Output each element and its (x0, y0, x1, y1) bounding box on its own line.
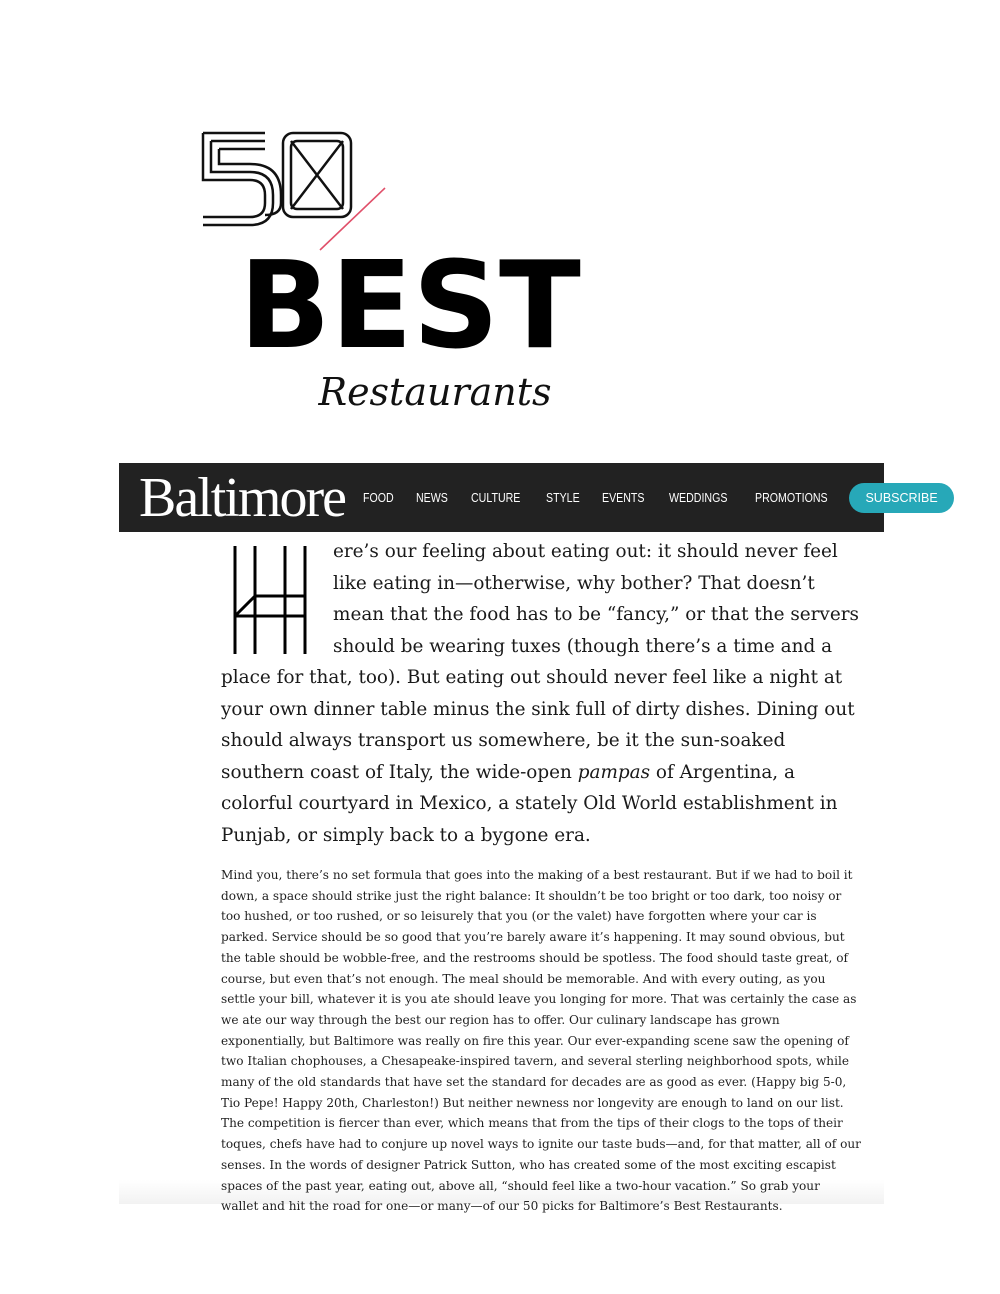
nav-item-food[interactable]: FOOD (362, 490, 394, 505)
dropcap-letter: H (221, 544, 222, 545)
logo-restaurants-text: Restaurants (318, 370, 552, 414)
dropcap-h (221, 544, 321, 656)
body-paragraph: Mind you, there’s no set formula that goes into the making of a best restaurant. But if we had to boil it down, a space should strike just the right balance: It shouldn’t be too bright or too dark, too noisy or too hushed, or too rushed, or so leisurely that you (or the valet) have forgotten where your car is parked. Service should be so good that you’re barely aware it’s happening. It may sound obvious, but the table should be wobble-free, and the restrooms should be spotless. The food should taste great, of course, but even that’s not enough. The meal should be memorable. And with every outing, as you settle your bill, whatever it is you ate should leave you longing for more. That was certainly the case as we ate our way through the best our region has to offer. Our culinary landscape has grown exponentially, but Baltimore was really on fire this year. Our ever-expanding scene saw the opening of two Italian chophouses, a Chesapeake-inspired tavern, and several sterling neighborhood spots, while many of the old standards that have set the standard for decades are as good as ever. (Happy big 5-0, Tio Pepe! Happy 20th, Charleston!) But neither newness nor longevity are enough to land on our list. The competition is fiercer than ever, which means that from the tips of their clogs to the tops of their toques, chefs have had to conjure up novel ways to ignite our taste buds—and, for that matter, all of our senses. In the words of designer Patrick Sutton, who has created some of the most exciting escapist spaces of the past year, eating out, above all, “should feel like a two-hour vacation.” So grab your wallet and hit the road for one—or many—of our 50 picks for Baltimore’s Best Restaurants. (221, 868, 861, 1214)
nav-item-style[interactable]: STYLE (545, 490, 580, 505)
nav-item-promotions[interactable]: PROMOTIONS (755, 490, 828, 505)
logo-best-text: BEST (239, 237, 581, 376)
logo-five-icon (203, 133, 281, 225)
nav-item-culture[interactable]: CULTURE (470, 490, 520, 505)
lead-italic-word: pampas (577, 761, 651, 783)
nav-item-events[interactable]: EVENTS (602, 490, 645, 505)
nav-item-weddings[interactable]: WEDDINGS (669, 490, 728, 505)
logo-graphic (195, 125, 625, 425)
nav-menu (363, 483, 954, 513)
nav-item-news[interactable]: NEWS (416, 490, 448, 505)
lead-text-end: of Argentina, a colorful courtyard in Mexico, a stately Old World establishment in Punjab, or simply back to a bygone era. (221, 761, 838, 846)
lead-text-start: ere’s our feeling about eating out: it should never feel like eating in—otherwise, why bother? That doesn’t mean that the food has to be “fancy,” or that the servers should be wearing tuxes (though there’s a time and a place for that, too). But eating out should never feel like a night at your own dinner table minus the sink full of dirty dishes. Dining out should always transport us somewhere, be it the sun-soaked southern coast of Italy, the wide-open (221, 541, 859, 783)
subscribe-button[interactable]: SUBSCRIBE (849, 483, 953, 513)
50-best-restaurants-logo (195, 125, 625, 425)
article-body (221, 536, 861, 1217)
dropcap-graphic (221, 544, 321, 656)
logo-zero-icon (283, 133, 351, 217)
logo-fifty-text: 50 (195, 125, 197, 126)
top-navbar (119, 463, 938, 532)
brand-logo[interactable]: Baltimore (139, 466, 345, 529)
